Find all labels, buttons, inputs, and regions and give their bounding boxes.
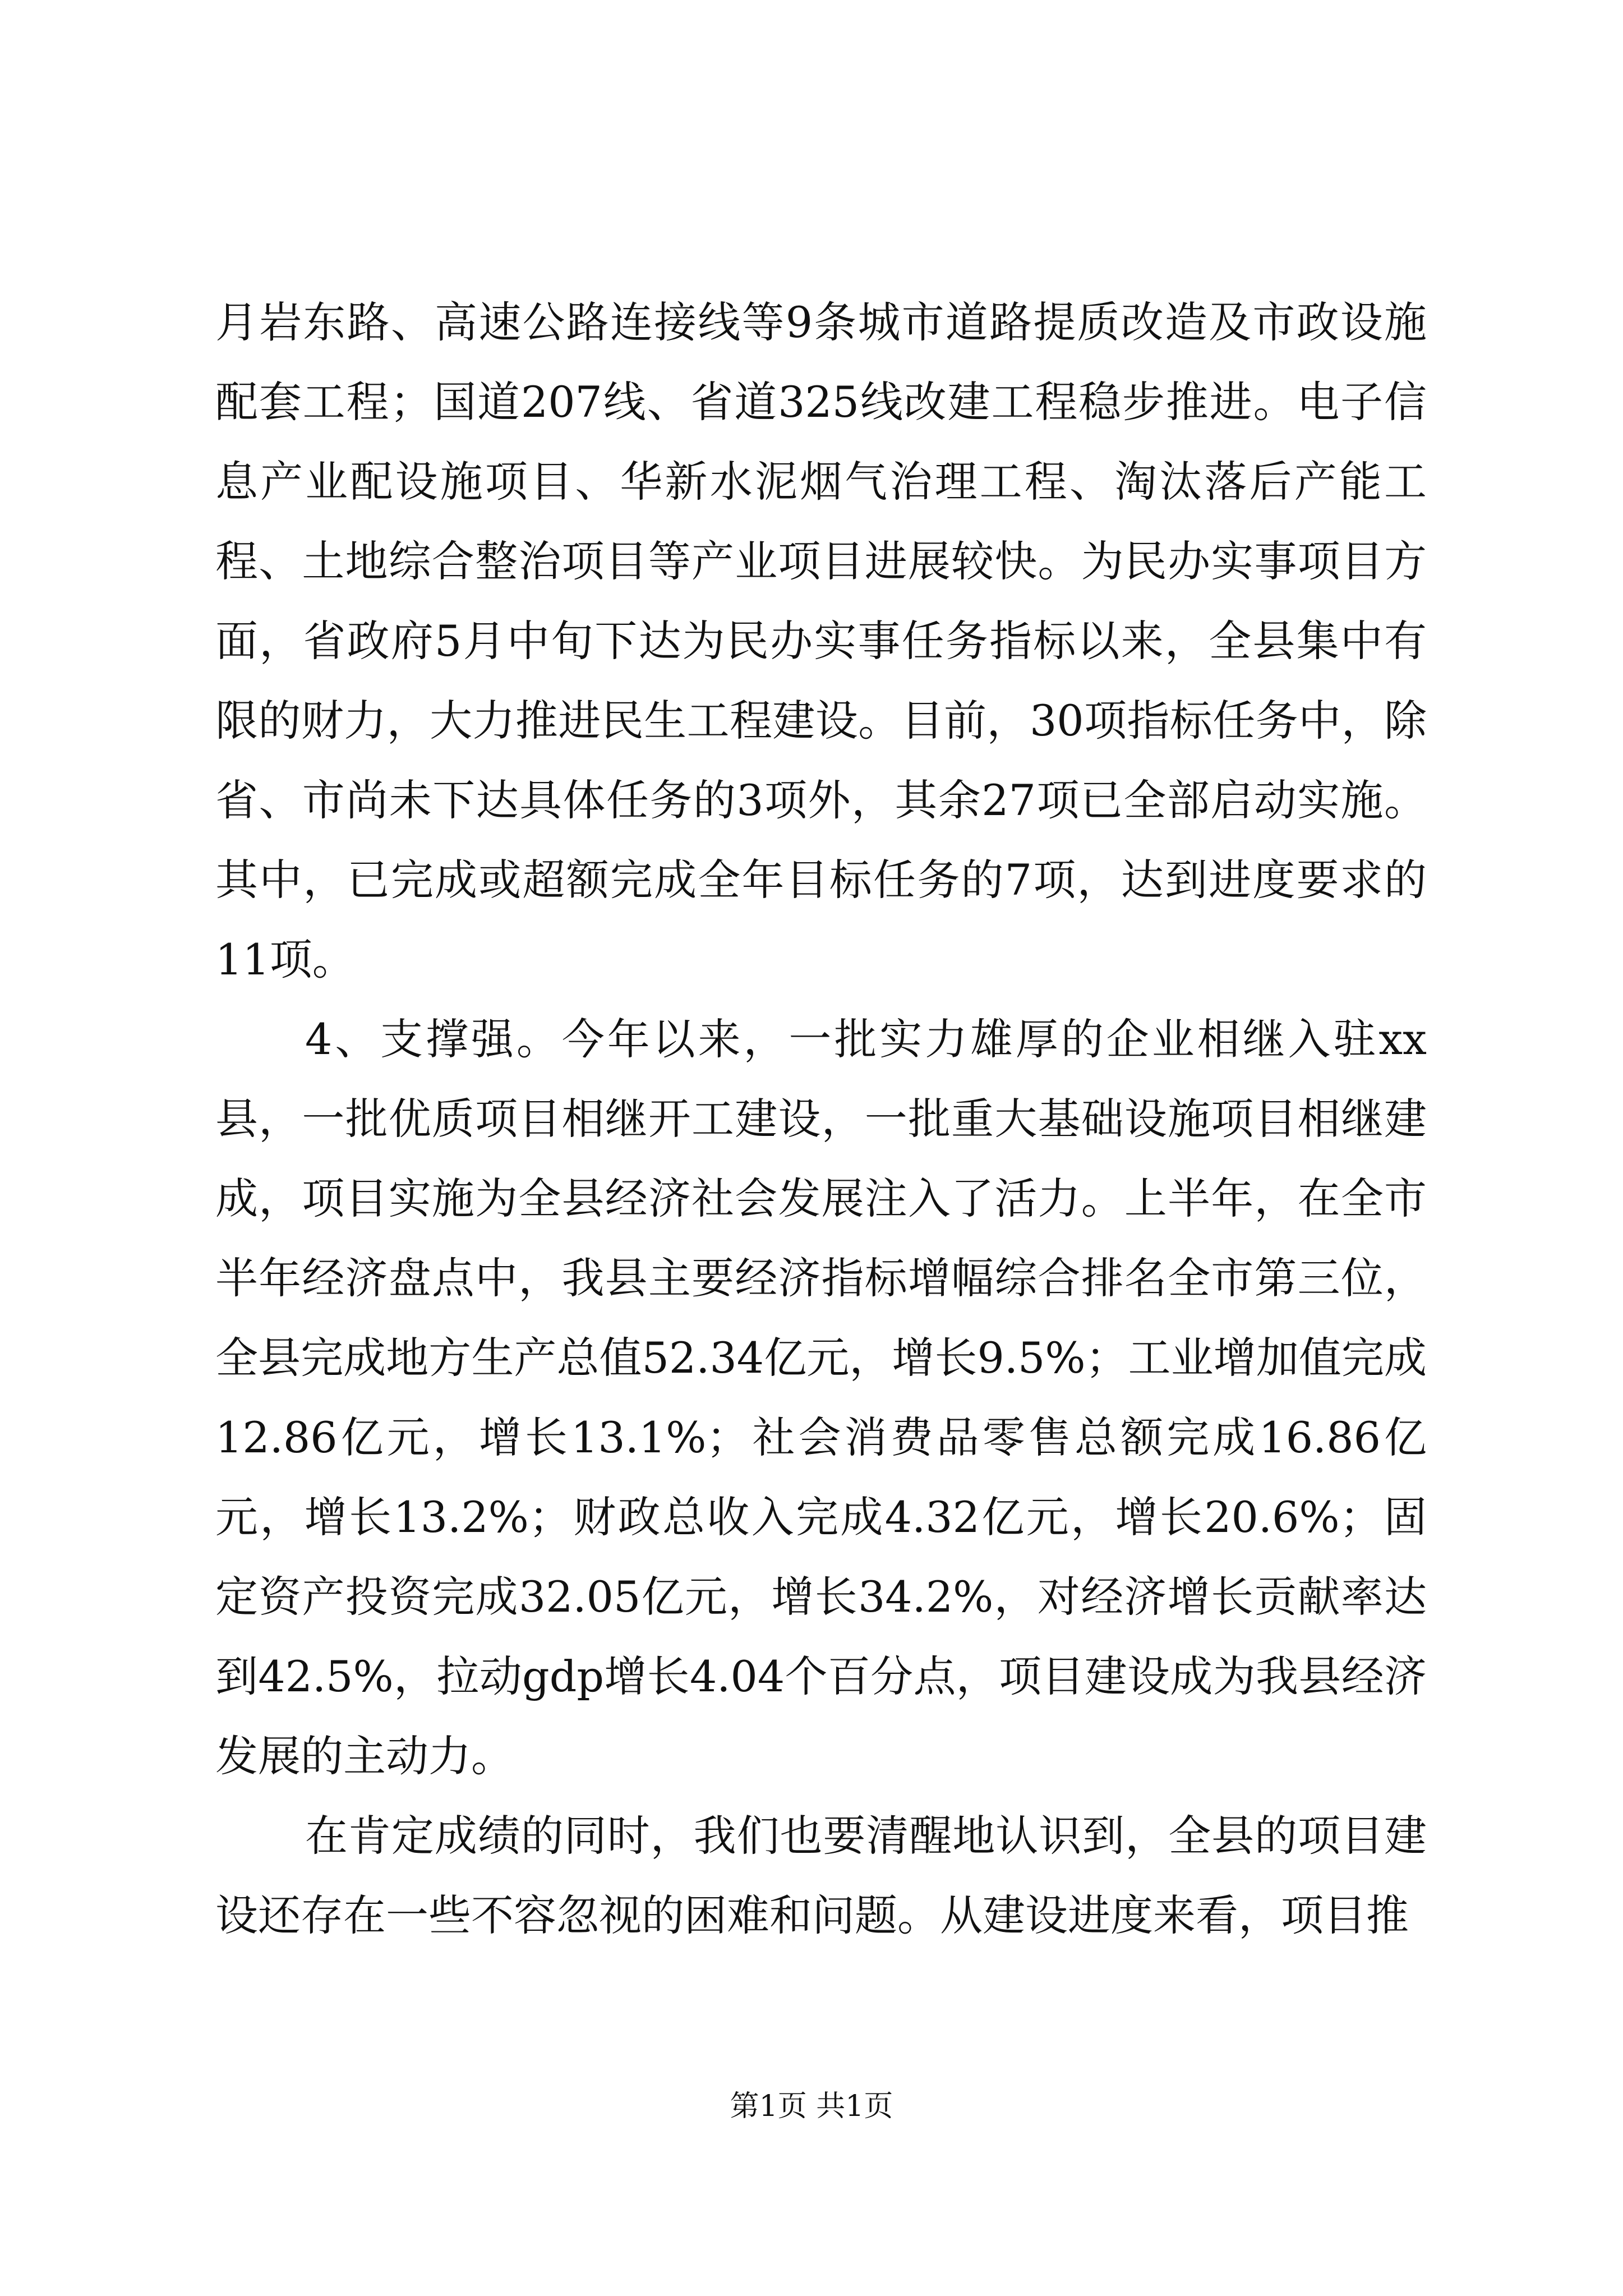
page-footer: 第1页 共1页 (730, 2090, 893, 2123)
document-body (215, 283, 1427, 1955)
paragraph-3: 在肯定成绩的同时，我们也要清醒地认识到，全县的项目建设还存在一些不容忽视的困难和问题。从建设进度来看，项目推 (215, 1811, 1427, 1940)
paragraph-1: 月岩东路、高速公路连接线等9条城市道路提质改造及市政设施配套工程；国道207线、省道325线改建工程稳步推进。电子信息产业配设施项目、华新水泥烟气治理工程、淘汰落后产能工程、土地综合整治项目等产业项目进展较快。为民办实事项目方面，省政府5月中旬下达为民办实事任务指标以来，全县集中有限的财力，大力推进民生工程建设。目前，30项指标任务中，除省、市尚未下达具体任务的3项外，其余27项已全部启动实施。其中，已完成或超额完成全年目标任务的7项，达到进度要求的11项。 (215, 297, 1427, 984)
paragraph-2: 4、支撑强。今年以来，一批实力雄厚的企业相继入驻xx县，一批优质项目相继开工建设，一批重大基础设施项目相继建成，项目实施为全县经济社会发展注入了活力。上半年，在全市半年经济盘点中，我县主要经济指标增幅综合排名全市第三位，全县完成地方生产总值52.34亿元，增长9.5%；工业增加值完成12.86亿元，增长13.1%；社会消费品零售总额完成16.86亿元，增长13.2%；财政总收入完成4.32亿元，增长20.6%；固定资产投资完成32.05亿元，增长34.2%，对经济增长贡献率达到42.5%，拉动gdp增长4.04个百分点，项目建设成为我县经济发展的主动力。 (215, 1014, 1427, 1781)
